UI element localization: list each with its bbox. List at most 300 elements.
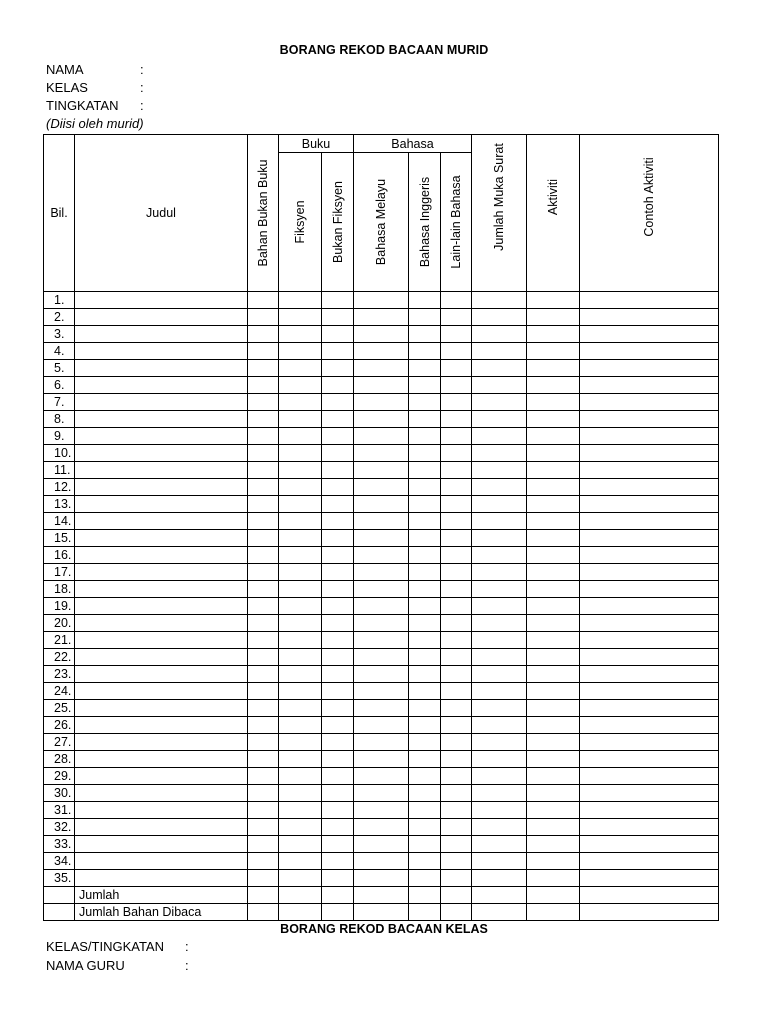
entry-cell[interactable] (279, 394, 322, 411)
entry-cell[interactable] (75, 598, 248, 615)
entry-cell[interactable] (279, 836, 322, 853)
entry-cell[interactable] (279, 717, 322, 734)
entry-cell[interactable] (580, 751, 719, 768)
entry-cell[interactable] (441, 581, 472, 598)
entry-cell[interactable] (580, 581, 719, 598)
entry-cell[interactable] (279, 309, 322, 326)
entry-cell[interactable] (75, 428, 248, 445)
entry-cell[interactable] (580, 547, 719, 564)
entry-cell[interactable] (75, 530, 248, 547)
entry-cell[interactable] (354, 581, 409, 598)
total-cell[interactable] (527, 904, 580, 921)
entry-cell[interactable] (279, 581, 322, 598)
entry-cell[interactable] (75, 564, 248, 581)
total-cell[interactable] (248, 887, 279, 904)
entry-cell[interactable] (354, 462, 409, 479)
entry-cell[interactable] (354, 734, 409, 751)
entry-cell[interactable] (279, 496, 322, 513)
entry-cell[interactable] (527, 428, 580, 445)
entry-cell[interactable] (354, 598, 409, 615)
entry-cell[interactable] (527, 394, 580, 411)
total-cell[interactable] (354, 904, 409, 921)
entry-cell[interactable] (354, 547, 409, 564)
entry-cell[interactable] (472, 343, 527, 360)
entry-cell[interactable] (279, 649, 322, 666)
entry-cell[interactable] (354, 683, 409, 700)
entry-cell[interactable] (409, 649, 441, 666)
entry-cell[interactable] (322, 700, 354, 717)
entry-cell[interactable] (248, 360, 279, 377)
entry-cell[interactable] (527, 513, 580, 530)
entry-cell[interactable] (248, 377, 279, 394)
entry-cell[interactable] (472, 394, 527, 411)
total-cell[interactable] (472, 887, 527, 904)
entry-cell[interactable] (322, 751, 354, 768)
entry-cell[interactable] (248, 496, 279, 513)
total-cell[interactable] (248, 904, 279, 921)
entry-cell[interactable] (441, 768, 472, 785)
entry-cell[interactable] (441, 836, 472, 853)
entry-cell[interactable] (248, 853, 279, 870)
entry-cell[interactable] (441, 377, 472, 394)
entry-cell[interactable] (279, 564, 322, 581)
entry-cell[interactable] (322, 615, 354, 632)
entry-cell[interactable] (580, 428, 719, 445)
entry-cell[interactable] (75, 411, 248, 428)
entry-cell[interactable] (409, 513, 441, 530)
entry-cell[interactable] (472, 496, 527, 513)
entry-cell[interactable] (441, 666, 472, 683)
entry-cell[interactable] (279, 343, 322, 360)
entry-cell[interactable] (75, 581, 248, 598)
entry-cell[interactable] (580, 496, 719, 513)
entry-cell[interactable] (472, 870, 527, 887)
entry-cell[interactable] (580, 445, 719, 462)
entry-cell[interactable] (409, 547, 441, 564)
entry-cell[interactable] (75, 615, 248, 632)
entry-cell[interactable] (441, 309, 472, 326)
total-cell[interactable] (527, 887, 580, 904)
entry-cell[interactable] (441, 343, 472, 360)
entry-cell[interactable] (409, 462, 441, 479)
entry-cell[interactable] (580, 292, 719, 309)
entry-cell[interactable] (322, 530, 354, 547)
entry-cell[interactable] (279, 632, 322, 649)
entry-cell[interactable] (322, 343, 354, 360)
entry-cell[interactable] (248, 666, 279, 683)
total-cell[interactable] (279, 887, 322, 904)
entry-cell[interactable] (279, 683, 322, 700)
entry-cell[interactable] (279, 479, 322, 496)
entry-cell[interactable] (580, 853, 719, 870)
entry-cell[interactable] (441, 870, 472, 887)
entry-cell[interactable] (75, 292, 248, 309)
entry-cell[interactable] (354, 292, 409, 309)
entry-cell[interactable] (322, 734, 354, 751)
entry-cell[interactable] (279, 700, 322, 717)
entry-cell[interactable] (472, 666, 527, 683)
entry-cell[interactable] (322, 717, 354, 734)
entry-cell[interactable] (527, 411, 580, 428)
entry-cell[interactable] (279, 870, 322, 887)
entry-cell[interactable] (472, 649, 527, 666)
entry-cell[interactable] (279, 462, 322, 479)
entry-cell[interactable] (248, 343, 279, 360)
entry-cell[interactable] (409, 530, 441, 547)
entry-cell[interactable] (354, 377, 409, 394)
entry-cell[interactable] (75, 377, 248, 394)
entry-cell[interactable] (409, 666, 441, 683)
entry-cell[interactable] (580, 309, 719, 326)
entry-cell[interactable] (409, 428, 441, 445)
total-cell[interactable] (441, 904, 472, 921)
entry-cell[interactable] (441, 564, 472, 581)
entry-cell[interactable] (248, 785, 279, 802)
entry-cell[interactable] (322, 819, 354, 836)
entry-cell[interactable] (279, 734, 322, 751)
entry-cell[interactable] (248, 598, 279, 615)
entry-cell[interactable] (354, 428, 409, 445)
entry-cell[interactable] (248, 309, 279, 326)
entry-cell[interactable] (409, 292, 441, 309)
entry-cell[interactable] (248, 836, 279, 853)
entry-cell[interactable] (409, 360, 441, 377)
entry-cell[interactable] (248, 751, 279, 768)
entry-cell[interactable] (527, 683, 580, 700)
entry-cell[interactable] (409, 700, 441, 717)
entry-cell[interactable] (75, 462, 248, 479)
entry-cell[interactable] (409, 615, 441, 632)
entry-cell[interactable] (441, 496, 472, 513)
entry-cell[interactable] (409, 377, 441, 394)
entry-cell[interactable] (409, 819, 441, 836)
entry-cell[interactable] (75, 768, 248, 785)
entry-cell[interactable] (248, 632, 279, 649)
total-cell[interactable] (322, 904, 354, 921)
entry-cell[interactable] (441, 717, 472, 734)
entry-cell[interactable] (527, 564, 580, 581)
entry-cell[interactable] (409, 734, 441, 751)
entry-cell[interactable] (354, 649, 409, 666)
entry-cell[interactable] (527, 292, 580, 309)
entry-cell[interactable] (580, 870, 719, 887)
entry-cell[interactable] (527, 581, 580, 598)
entry-cell[interactable] (279, 326, 322, 343)
entry-cell[interactable] (580, 377, 719, 394)
entry-cell[interactable] (322, 462, 354, 479)
entry-cell[interactable] (580, 394, 719, 411)
entry-cell[interactable] (441, 428, 472, 445)
entry-cell[interactable] (409, 768, 441, 785)
total-cell[interactable] (580, 887, 719, 904)
entry-cell[interactable] (441, 615, 472, 632)
entry-cell[interactable] (472, 819, 527, 836)
entry-cell[interactable] (527, 700, 580, 717)
entry-cell[interactable] (279, 377, 322, 394)
entry-cell[interactable] (322, 598, 354, 615)
entry-cell[interactable] (248, 326, 279, 343)
entry-cell[interactable] (248, 683, 279, 700)
entry-cell[interactable] (472, 292, 527, 309)
entry-cell[interactable] (75, 326, 248, 343)
entry-cell[interactable] (248, 615, 279, 632)
entry-cell[interactable] (580, 802, 719, 819)
entry-cell[interactable] (472, 462, 527, 479)
entry-cell[interactable] (580, 683, 719, 700)
entry-cell[interactable] (527, 530, 580, 547)
entry-cell[interactable] (441, 751, 472, 768)
entry-cell[interactable] (527, 309, 580, 326)
entry-cell[interactable] (75, 751, 248, 768)
entry-cell[interactable] (322, 632, 354, 649)
entry-cell[interactable] (441, 462, 472, 479)
entry-cell[interactable] (472, 428, 527, 445)
entry-cell[interactable] (441, 853, 472, 870)
entry-cell[interactable] (472, 734, 527, 751)
entry-cell[interactable] (248, 734, 279, 751)
entry-cell[interactable] (279, 360, 322, 377)
entry-cell[interactable] (441, 547, 472, 564)
entry-cell[interactable] (248, 411, 279, 428)
entry-cell[interactable] (75, 853, 248, 870)
entry-cell[interactable] (75, 496, 248, 513)
entry-cell[interactable] (580, 513, 719, 530)
entry-cell[interactable] (75, 717, 248, 734)
entry-cell[interactable] (322, 564, 354, 581)
entry-cell[interactable] (441, 394, 472, 411)
total-cell[interactable] (441, 887, 472, 904)
entry-cell[interactable] (409, 343, 441, 360)
entry-cell[interactable] (441, 683, 472, 700)
entry-cell[interactable] (322, 853, 354, 870)
entry-cell[interactable] (354, 819, 409, 836)
entry-cell[interactable] (580, 717, 719, 734)
entry-cell[interactable] (322, 292, 354, 309)
entry-cell[interactable] (409, 326, 441, 343)
entry-cell[interactable] (75, 394, 248, 411)
entry-cell[interactable] (248, 292, 279, 309)
entry-cell[interactable] (527, 734, 580, 751)
entry-cell[interactable] (527, 547, 580, 564)
entry-cell[interactable] (472, 326, 527, 343)
entry-cell[interactable] (527, 717, 580, 734)
entry-cell[interactable] (409, 309, 441, 326)
entry-cell[interactable] (279, 547, 322, 564)
entry-cell[interactable] (279, 598, 322, 615)
entry-cell[interactable] (472, 768, 527, 785)
entry-cell[interactable] (354, 870, 409, 887)
entry-cell[interactable] (354, 496, 409, 513)
entry-cell[interactable] (75, 632, 248, 649)
entry-cell[interactable] (279, 802, 322, 819)
entry-cell[interactable] (75, 700, 248, 717)
entry-cell[interactable] (75, 683, 248, 700)
entry-cell[interactable] (279, 411, 322, 428)
entry-cell[interactable] (580, 632, 719, 649)
entry-cell[interactable] (527, 785, 580, 802)
entry-cell[interactable] (248, 513, 279, 530)
entry-cell[interactable] (409, 394, 441, 411)
entry-cell[interactable] (580, 343, 719, 360)
entry-cell[interactable] (354, 700, 409, 717)
entry-cell[interactable] (248, 768, 279, 785)
entry-cell[interactable] (354, 564, 409, 581)
entry-cell[interactable] (409, 632, 441, 649)
entry-cell[interactable] (409, 785, 441, 802)
entry-cell[interactable] (248, 445, 279, 462)
entry-cell[interactable] (527, 343, 580, 360)
entry-cell[interactable] (527, 360, 580, 377)
entry-cell[interactable] (248, 717, 279, 734)
entry-cell[interactable] (248, 530, 279, 547)
entry-cell[interactable] (322, 581, 354, 598)
entry-cell[interactable] (354, 394, 409, 411)
entry-cell[interactable] (322, 326, 354, 343)
entry-cell[interactable] (322, 360, 354, 377)
entry-cell[interactable] (409, 581, 441, 598)
entry-cell[interactable] (580, 326, 719, 343)
entry-cell[interactable] (580, 564, 719, 581)
entry-cell[interactable] (441, 411, 472, 428)
total-cell[interactable] (322, 887, 354, 904)
entry-cell[interactable] (441, 649, 472, 666)
entry-cell[interactable] (472, 802, 527, 819)
entry-cell[interactable] (441, 292, 472, 309)
entry-cell[interactable] (248, 819, 279, 836)
entry-cell[interactable] (279, 666, 322, 683)
entry-cell[interactable] (354, 530, 409, 547)
entry-cell[interactable] (279, 428, 322, 445)
entry-cell[interactable] (527, 598, 580, 615)
entry-cell[interactable] (580, 411, 719, 428)
entry-cell[interactable] (580, 836, 719, 853)
entry-cell[interactable] (322, 666, 354, 683)
entry-cell[interactable] (322, 547, 354, 564)
entry-cell[interactable] (527, 445, 580, 462)
entry-cell[interactable] (472, 479, 527, 496)
entry-cell[interactable] (75, 445, 248, 462)
entry-cell[interactable] (472, 309, 527, 326)
entry-cell[interactable] (354, 751, 409, 768)
entry-cell[interactable] (322, 411, 354, 428)
entry-cell[interactable] (75, 870, 248, 887)
entry-cell[interactable] (527, 768, 580, 785)
entry-cell[interactable] (580, 462, 719, 479)
entry-cell[interactable] (75, 734, 248, 751)
entry-cell[interactable] (354, 343, 409, 360)
entry-cell[interactable] (75, 343, 248, 360)
entry-cell[interactable] (409, 479, 441, 496)
entry-cell[interactable] (527, 853, 580, 870)
entry-cell[interactable] (409, 445, 441, 462)
entry-cell[interactable] (248, 870, 279, 887)
entry-cell[interactable] (580, 479, 719, 496)
entry-cell[interactable] (354, 479, 409, 496)
entry-cell[interactable] (279, 853, 322, 870)
entry-cell[interactable] (580, 598, 719, 615)
entry-cell[interactable] (472, 513, 527, 530)
entry-cell[interactable] (472, 547, 527, 564)
entry-cell[interactable] (580, 734, 719, 751)
entry-cell[interactable] (409, 598, 441, 615)
entry-cell[interactable] (527, 870, 580, 887)
entry-cell[interactable] (472, 717, 527, 734)
entry-cell[interactable] (75, 802, 248, 819)
entry-cell[interactable] (279, 513, 322, 530)
entry-cell[interactable] (527, 836, 580, 853)
entry-cell[interactable] (441, 326, 472, 343)
entry-cell[interactable] (527, 751, 580, 768)
entry-cell[interactable] (527, 649, 580, 666)
entry-cell[interactable] (354, 853, 409, 870)
entry-cell[interactable] (409, 564, 441, 581)
entry-cell[interactable] (322, 496, 354, 513)
entry-cell[interactable] (322, 870, 354, 887)
entry-cell[interactable] (279, 615, 322, 632)
entry-cell[interactable] (441, 819, 472, 836)
total-cell[interactable] (409, 904, 441, 921)
entry-cell[interactable] (248, 479, 279, 496)
entry-cell[interactable] (75, 649, 248, 666)
entry-cell[interactable] (322, 309, 354, 326)
entry-cell[interactable] (441, 479, 472, 496)
entry-cell[interactable] (354, 785, 409, 802)
entry-cell[interactable] (472, 615, 527, 632)
entry-cell[interactable] (75, 836, 248, 853)
entry-cell[interactable] (354, 836, 409, 853)
entry-cell[interactable] (472, 683, 527, 700)
entry-cell[interactable] (75, 819, 248, 836)
entry-cell[interactable] (279, 768, 322, 785)
entry-cell[interactable] (279, 819, 322, 836)
entry-cell[interactable] (580, 785, 719, 802)
entry-cell[interactable] (472, 411, 527, 428)
entry-cell[interactable] (75, 309, 248, 326)
entry-cell[interactable] (527, 377, 580, 394)
entry-cell[interactable] (248, 581, 279, 598)
total-cell[interactable] (409, 887, 441, 904)
entry-cell[interactable] (472, 564, 527, 581)
entry-cell[interactable] (527, 615, 580, 632)
entry-cell[interactable] (441, 530, 472, 547)
entry-cell[interactable] (441, 445, 472, 462)
entry-cell[interactable] (248, 802, 279, 819)
entry-cell[interactable] (409, 870, 441, 887)
entry-cell[interactable] (279, 445, 322, 462)
entry-cell[interactable] (409, 836, 441, 853)
entry-cell[interactable] (248, 564, 279, 581)
entry-cell[interactable] (279, 785, 322, 802)
entry-cell[interactable] (322, 377, 354, 394)
entry-cell[interactable] (75, 513, 248, 530)
entry-cell[interactable] (322, 428, 354, 445)
entry-cell[interactable] (322, 513, 354, 530)
entry-cell[interactable] (248, 394, 279, 411)
entry-cell[interactable] (472, 785, 527, 802)
entry-cell[interactable] (472, 632, 527, 649)
entry-cell[interactable] (441, 734, 472, 751)
entry-cell[interactable] (580, 666, 719, 683)
entry-cell[interactable] (441, 360, 472, 377)
entry-cell[interactable] (441, 632, 472, 649)
entry-cell[interactable] (472, 700, 527, 717)
entry-cell[interactable] (354, 445, 409, 462)
entry-cell[interactable] (527, 496, 580, 513)
entry-cell[interactable] (527, 666, 580, 683)
entry-cell[interactable] (322, 836, 354, 853)
entry-cell[interactable] (322, 802, 354, 819)
entry-cell[interactable] (409, 853, 441, 870)
